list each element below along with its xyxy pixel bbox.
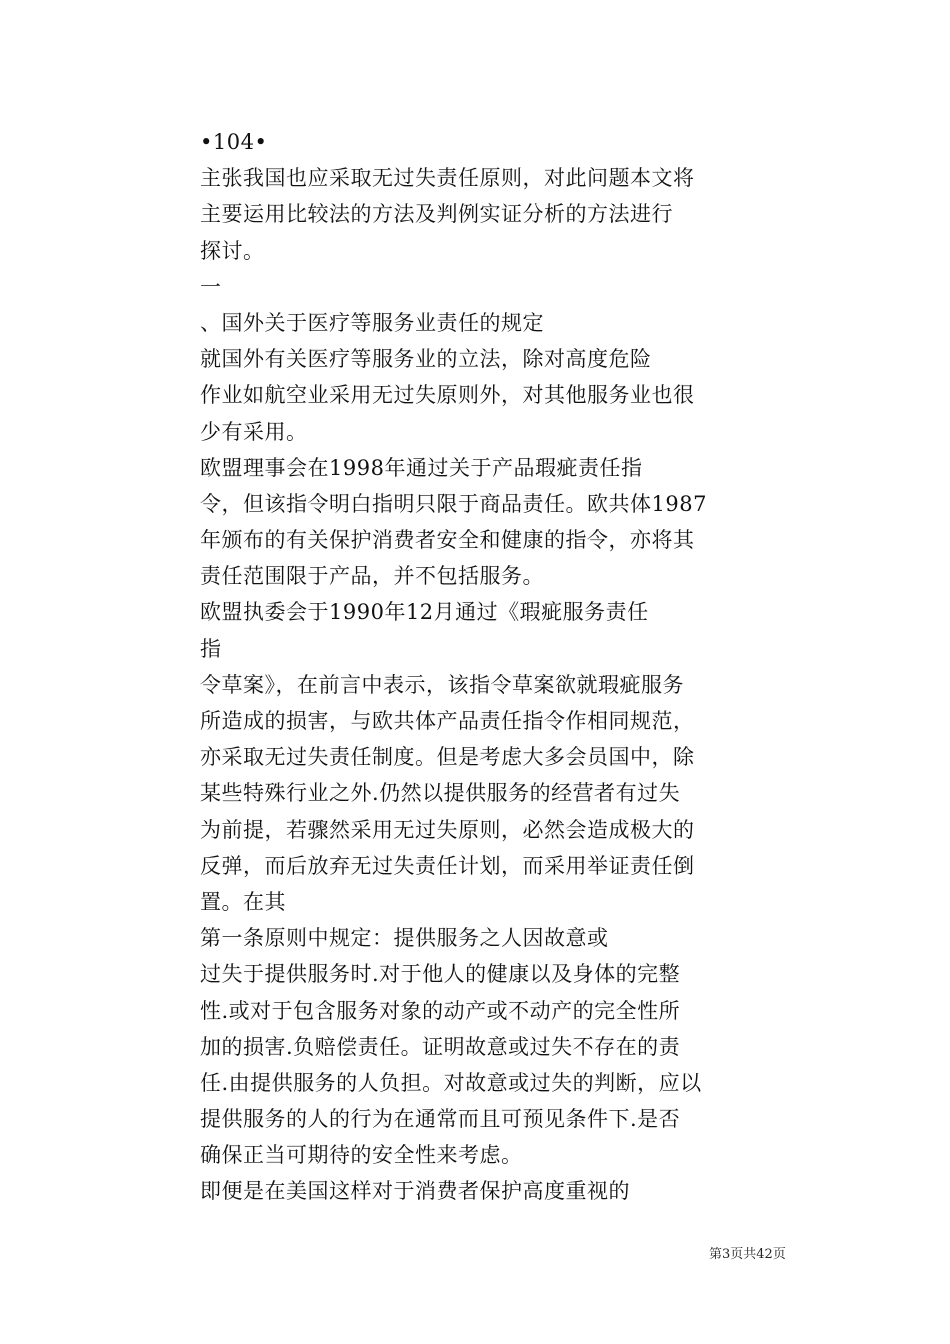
text-line: 主张我国也应采取无过失责任原则，对此问题本文将 [200,166,695,191]
text-line: 置。在其 [200,889,286,914]
text-line: 某些特殊行业之外.仍然以提供服务的经营者有过失 [200,781,681,806]
text-line: 就国外有关医疗等服务业的立法，除对高度危险 [200,347,652,372]
page-number-header: •104• [200,130,268,154]
text-line: 年颁布的有关保护消费者安全和健康的指令，亦将其 [200,528,695,553]
text-line: 第一条原则中规定：提供服务之人因故意或 [200,926,609,951]
text-line: 确保正当可期待的安全性来考虑。 [200,1143,523,1168]
text-line: 责任范围限于产品，并不包括服务。 [200,564,544,589]
text-line: 提供服务的人的行为在通常而且可预见条件下.是否 [200,1107,681,1132]
text-line: 即便是在美国这样对于消费者保护高度重视的 [200,1179,630,1204]
text-line: 令，但该指令明白指明只限于商品责任。欧共体1987 [200,491,707,516]
page-footer: 第3页共42页 [709,1247,786,1262]
text-line: 欧盟理事会在1998年通过关于产品瑕疵责任指 [200,455,643,480]
text-line: 加的损害.负赔偿责任。证明故意或过失不存在的责 [200,1034,681,1059]
text-line: 过失于提供服务时.对于他人的健康以及身体的完整 [200,962,681,987]
text-line: 令草案》，在前言中表示，该指令草案欲就瑕疵服务 [200,672,684,697]
section-number: 一 [200,274,222,299]
text-line: 反弹，而后放弃无过失责任计划，而采用举证责任倒 [200,853,695,878]
text-line: 为前提，若骤然采用无过失原则，必然会造成极大的 [200,817,695,842]
text-line: 少有采用。 [200,419,308,444]
text-line: 性.或对于包含服务对象的动产或不动产的完全性所 [200,998,681,1023]
text-line: 亦采取无过失责任制度。但是考虑大多会员国中，除 [200,745,695,770]
text-line: 主要运用比较法的方法及判例实证分析的方法进行 [200,202,673,227]
body-text [200,124,740,1210]
section-heading: 、国外关于医疗等服务业责任的规定 [200,310,544,335]
text-line: 任.由提供服务的人负担。对故意或过失的判断，应以 [200,1070,702,1095]
text-line: 所造成的损害，与欧共体产品责任指令作相同规范， [200,709,695,733]
text-line: 指 [200,636,222,661]
text-line: 探讨。 [200,238,265,263]
text-line: 欧盟执委会于1990年12月通过《瑕疵服务责任 [200,600,649,625]
text-line: 作业如航空业采用无过失原则外，对其他服务业也很 [200,383,695,408]
